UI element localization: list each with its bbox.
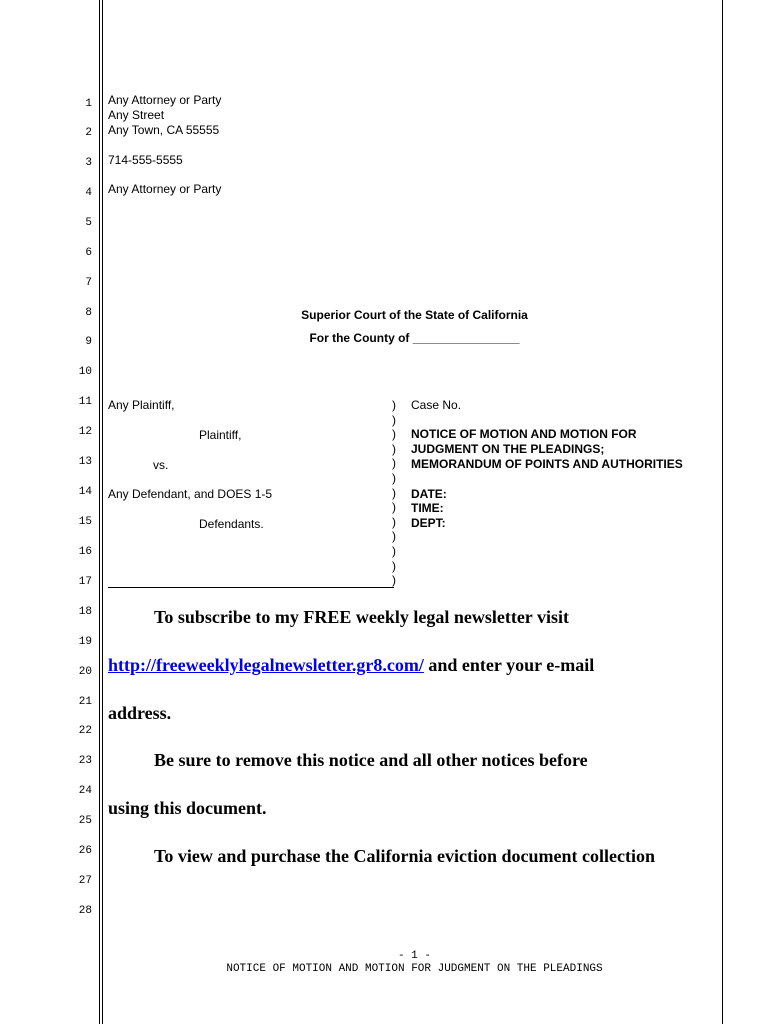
line-number: 28	[78, 905, 92, 917]
plaintiff-name: Any Plaintiff,	[108, 398, 175, 412]
line-number: 9	[85, 336, 92, 348]
line-number: 20	[78, 666, 92, 678]
line-number: 27	[78, 875, 92, 887]
line-number: 13	[78, 456, 92, 468]
case-number: Case No.	[411, 398, 462, 412]
line-number: 15	[78, 516, 92, 528]
footer-title: NOTICE OF MOTION AND MOTION FOR JUDGMENT ON THE PLEADINGS	[226, 963, 603, 975]
line-number: 18	[78, 606, 92, 618]
line-number: 25	[78, 815, 92, 827]
defendant-name: Any Defendant, and DOES 1-5	[108, 487, 273, 501]
footer-page-number: - 1 -	[397, 950, 431, 962]
body-paragraph-1-line2	[108, 655, 594, 675]
attorney-name: Any Attorney or Party	[108, 93, 222, 107]
attorney-street: Any Street	[108, 108, 165, 122]
caption-paren: )	[392, 558, 396, 573]
body-paragraph-1-line3: address.	[108, 703, 172, 723]
line-number: 26	[78, 845, 92, 857]
defendant-role: Defendants.	[199, 517, 264, 531]
caption-paren: )	[392, 412, 396, 427]
court-title: Superior Court of the State of California	[301, 308, 528, 322]
body-paragraph-1-continuation: and enter your e-mail	[423, 655, 595, 675]
line-number: 6	[85, 247, 92, 259]
line-number: 16	[78, 546, 92, 558]
caption-paren: )	[392, 500, 396, 515]
document-title-line1: NOTICE OF MOTION AND MOTION FOR	[411, 427, 637, 441]
left-margin-rule-inner	[102, 0, 103, 1024]
caption-paren: )	[392, 427, 396, 442]
caption-paren: )	[392, 398, 396, 412]
document-title-line2: JUDGMENT ON THE PLEADINGS;	[411, 442, 605, 456]
newsletter-link[interactable]: http://freeweeklylegalnewsletter.gr8.com/	[108, 655, 424, 675]
line-number: 22	[78, 725, 92, 737]
line-number: 11	[78, 396, 92, 408]
hearing-dept: DEPT:	[411, 516, 446, 530]
plaintiff-role: Plaintiff,	[199, 428, 242, 442]
attorney-phone: 714-555-5555	[108, 153, 183, 167]
line-number: 2	[85, 127, 92, 139]
caption-paren: )	[392, 529, 396, 544]
line-number: 14	[78, 486, 92, 498]
court-county: For the County of ________________	[309, 331, 520, 345]
body-paragraph-2-line2: using this document.	[108, 798, 267, 818]
line-number: 7	[85, 277, 92, 289]
body-paragraph-3: To view and purchase the California eviction document collection	[154, 846, 655, 866]
versus: vs.	[153, 458, 169, 472]
line-number: 1	[85, 98, 92, 110]
line-number: 24	[78, 785, 92, 797]
hearing-time: TIME:	[411, 501, 444, 515]
line-number: 19	[78, 636, 92, 648]
line-number: 10	[78, 366, 92, 378]
line-number: 3	[85, 157, 92, 169]
right-margin-rule	[722, 0, 723, 1024]
hearing-date: DATE:	[411, 487, 447, 501]
caption-paren: )	[392, 573, 396, 588]
left-margin-rule-outer	[99, 0, 100, 1024]
line-number: 12	[78, 426, 92, 438]
attorney-city: Any Town, CA 55555	[108, 123, 220, 137]
attorney-for: Any Attorney or Party	[108, 182, 222, 196]
caption-paren: )	[392, 514, 396, 529]
line-number: 23	[78, 755, 92, 767]
caption-paren: )	[392, 441, 396, 456]
line-number: 4	[85, 187, 92, 199]
caption-paren: )	[392, 485, 396, 500]
line-number: 8	[85, 307, 92, 319]
caption-paren: )	[392, 544, 396, 558]
line-number: 21	[78, 696, 92, 708]
caption-paren: )	[392, 456, 396, 471]
body-paragraph-2: Be sure to remove this notice and all other notices before	[154, 750, 588, 770]
caption-paren: )	[392, 471, 396, 485]
document-title-line3: MEMORANDUM OF POINTS AND AUTHORITIES	[411, 457, 683, 471]
body-paragraph-1: To subscribe to my FREE weekly legal newsletter visit	[154, 607, 569, 627]
caption-underline	[108, 587, 394, 588]
line-number: 17	[78, 576, 92, 588]
line-number: 5	[85, 217, 92, 229]
